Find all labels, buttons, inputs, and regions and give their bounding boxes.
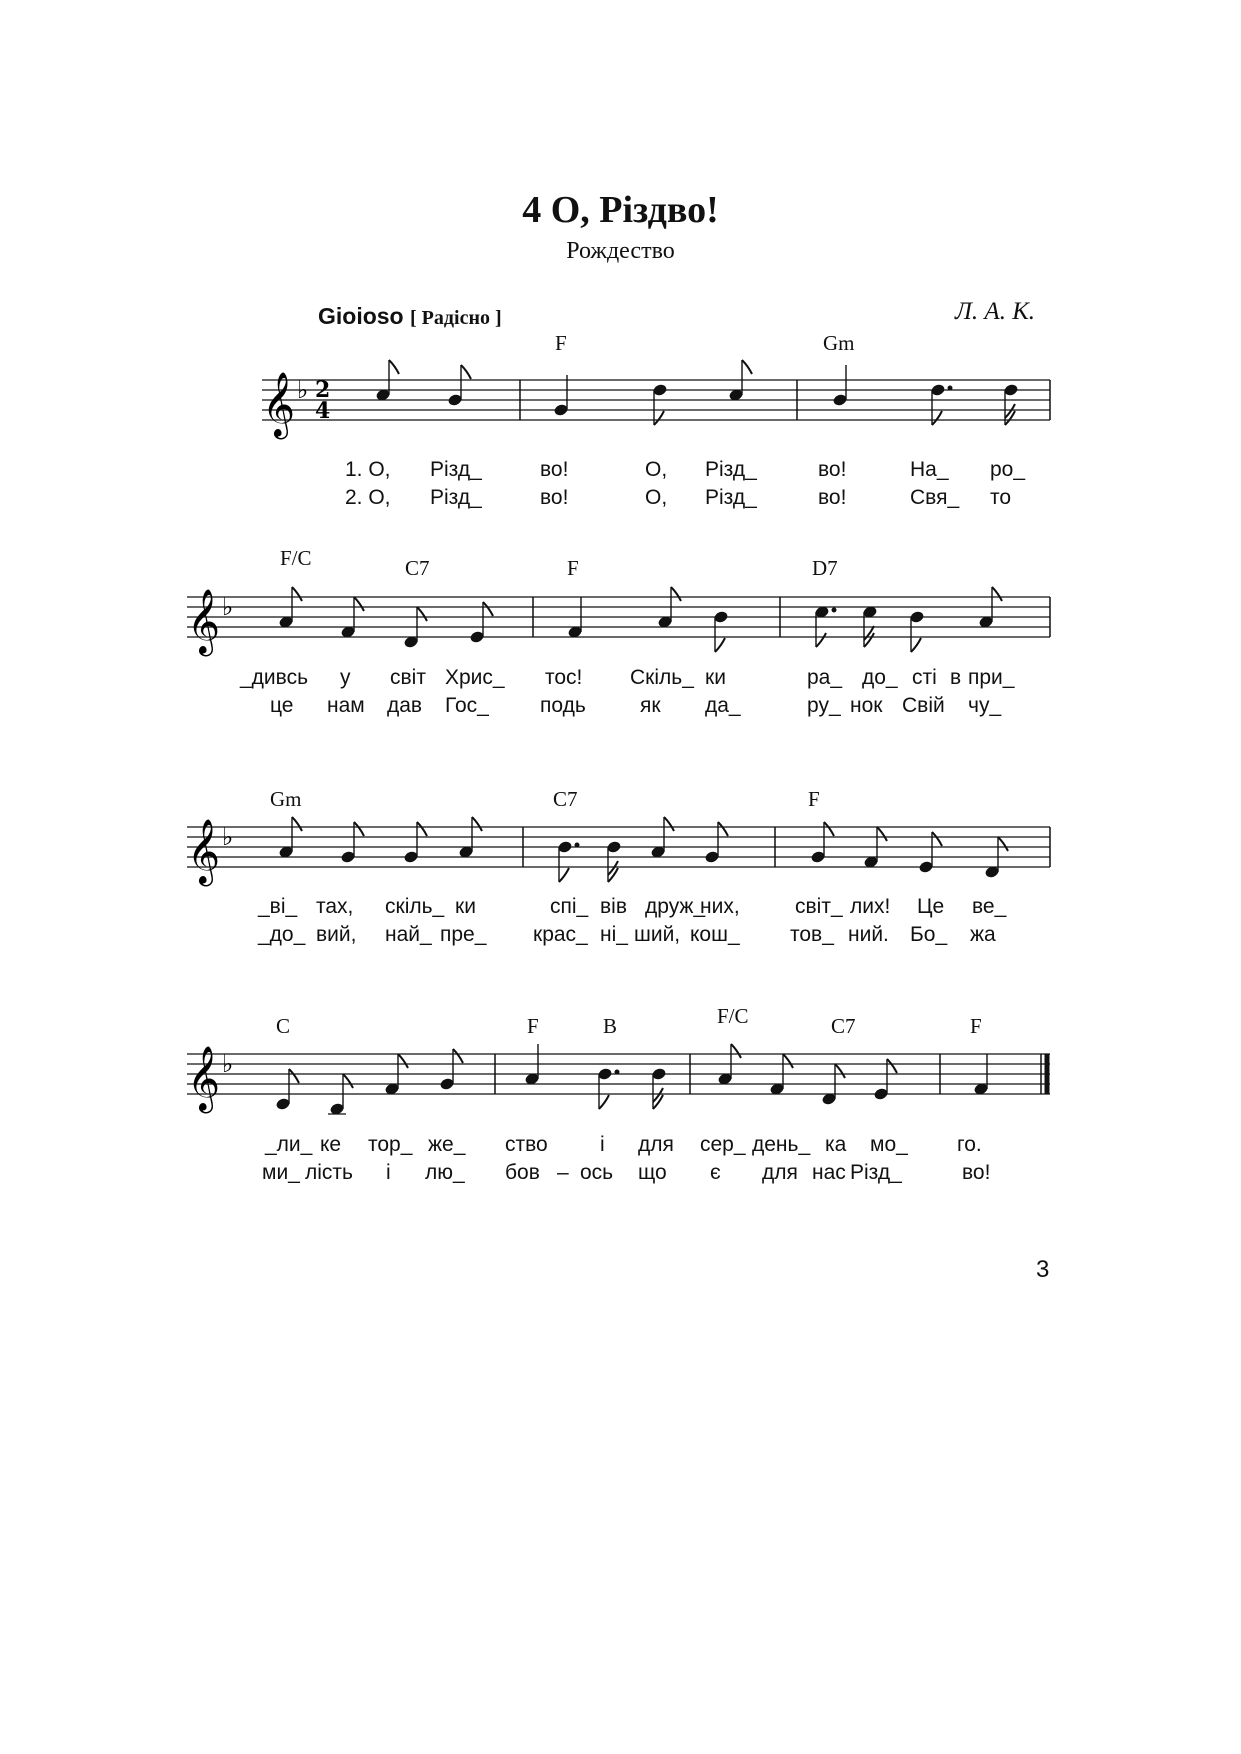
lyrics-verse-1 [257, 895, 1007, 918]
flat-icon: ♭ [297, 376, 309, 404]
song-subtitle: Рождество [566, 238, 675, 264]
chord-symbol: F [567, 556, 579, 580]
lyric: то [990, 486, 1012, 509]
lyric: Скіль_ [630, 666, 694, 689]
lyric: _ві_ [258, 895, 298, 918]
chord-symbol: Gm [823, 331, 855, 355]
lyric: пре_ [440, 923, 487, 946]
lyric: во! [540, 458, 569, 481]
lyric: і [600, 1133, 605, 1156]
lyric: Свій [902, 694, 945, 717]
lyric: тов_ [790, 923, 834, 946]
lyric: є [710, 1161, 721, 1184]
lyric: ні_ [600, 923, 628, 946]
time-sig-bottom: 4 [315, 398, 331, 424]
lyric: Різд_ [705, 458, 757, 481]
lyric: тах, [316, 895, 354, 918]
lyric: нас [812, 1161, 846, 1184]
flat-icon: ♭ [222, 1050, 234, 1078]
chord-symbol: F/C [280, 546, 312, 570]
lyric: вів [600, 895, 627, 918]
lyric: Це [917, 895, 945, 918]
chord-symbol: Gm [270, 787, 302, 811]
lyric: тос! [545, 666, 583, 689]
chord-symbol: B [603, 1014, 618, 1038]
lyric: 2. О, [345, 486, 391, 509]
treble-clef-icon: 𝄞 [187, 819, 221, 884]
lyric: при_ [968, 666, 1015, 689]
chord-symbol: C7 [553, 787, 578, 811]
lyrics-verse-2 [345, 486, 1011, 509]
notes [376, 360, 1018, 425]
lyric: спі_ [550, 895, 589, 918]
lyric: во! [818, 486, 847, 509]
flat-icon: ♭ [222, 823, 234, 851]
system-2 [187, 546, 1050, 717]
lyric: Свя_ [910, 486, 960, 509]
lyric: _дивсь [240, 666, 309, 689]
lyric: ро_ [990, 458, 1026, 481]
system-4 [187, 1004, 1050, 1184]
page-number: 3 [1036, 1256, 1050, 1283]
lyric: ве_ [972, 895, 1007, 918]
lyric: ке [320, 1133, 342, 1156]
lyric: ство [505, 1133, 548, 1156]
lyric: до_ [862, 666, 898, 689]
lyric: що [638, 1161, 667, 1184]
lyric: _до_ [258, 923, 306, 946]
lyrics-verse-2 [257, 923, 996, 946]
note [554, 404, 568, 417]
note [448, 394, 462, 407]
lyric: дав [387, 694, 423, 717]
lyric: для [762, 1161, 798, 1184]
lyric: нок [850, 694, 883, 717]
lyric: і [386, 1161, 391, 1184]
lyric: ось [580, 1161, 614, 1184]
lyric: мо_ [870, 1133, 908, 1156]
lyric: у [340, 666, 351, 689]
lyric: ки [455, 895, 476, 918]
lyric: Хрис_ [445, 666, 505, 689]
lyric: це [270, 694, 294, 717]
lyric: най_ [385, 923, 432, 946]
lyric: сті [912, 666, 937, 689]
system-1 [262, 331, 1050, 509]
lyric: О, [645, 486, 668, 509]
lyric: во! [540, 486, 569, 509]
lyric: для [638, 1133, 674, 1156]
lyric: ру_ [807, 694, 841, 717]
lyric: як [640, 694, 661, 717]
lyric: О, [645, 458, 668, 481]
lyric: во! [962, 1161, 991, 1184]
chord-symbol: F [808, 787, 820, 811]
lyric: них, [700, 895, 740, 918]
lyric: жа [970, 923, 996, 946]
tempo-ukrainian: [ Радісно ] [410, 307, 502, 329]
lyric: світ [390, 666, 426, 689]
lyric: Різд_ [705, 486, 757, 509]
note [653, 384, 667, 397]
lyric: 1. О, [345, 458, 391, 481]
lyric: друж_ [645, 895, 706, 918]
lyric: світ_ [795, 895, 843, 918]
lyric: лість [305, 1161, 353, 1184]
note [833, 394, 847, 407]
system-3 [187, 787, 1050, 946]
lyric: тор_ [368, 1133, 413, 1156]
chord-f-over-c [280, 546, 312, 570]
treble-clef-icon: 𝄞 [187, 1046, 221, 1111]
lyric: ра_ [807, 666, 843, 689]
chord-symbol: F [970, 1014, 982, 1038]
chord-symbol: F [555, 331, 567, 355]
lyric: лих! [850, 895, 891, 918]
lyric: нам [327, 694, 365, 717]
lyric: же_ [428, 1133, 466, 1156]
lyric: кош_ [690, 923, 740, 946]
song-title: 4 О, Різдво! [522, 189, 719, 231]
lyric: крас_ [533, 923, 588, 946]
lyric: _ли_ [265, 1133, 313, 1156]
lyric: Бо_ [910, 923, 948, 946]
lyrics-verse-2 [262, 1161, 990, 1184]
chord-symbol: C [276, 1014, 291, 1038]
lyric: ки [705, 666, 726, 689]
lyrics-verse-1 [264, 1133, 982, 1156]
lyric: На_ [910, 458, 949, 481]
note [376, 389, 390, 402]
note [931, 384, 945, 397]
lyrics-verse-2 [270, 694, 1001, 717]
treble-clef-icon: 𝄞 [262, 372, 296, 437]
lyric: ка [825, 1133, 847, 1156]
lyric: день_ [752, 1133, 811, 1156]
time-sig-top: 2 [315, 377, 331, 403]
lyric: Гос_ [445, 694, 489, 717]
chord-symbol: F [527, 1014, 539, 1038]
chord-symbol: C7 [405, 556, 430, 580]
chord-symbol: D7 [812, 556, 838, 580]
flat-icon: ♭ [222, 593, 234, 621]
lyric: вий, [316, 923, 357, 946]
note [1004, 384, 1018, 397]
chord-symbol: C7 [831, 1014, 856, 1038]
lyric: чу_ [968, 694, 1002, 717]
lyric: Різд_ [850, 1161, 902, 1184]
lyric: да_ [705, 694, 741, 717]
composer: Л. А. К. [955, 298, 1036, 325]
lyric: скіль_ [385, 895, 445, 918]
chord-symbol: F/C [717, 1004, 749, 1028]
lyric: ми_ [262, 1161, 300, 1184]
lyric: го. [957, 1133, 982, 1156]
lyrics-verse-1 [239, 666, 1015, 689]
lyrics-verse-1 [345, 458, 1025, 481]
lyric: – [557, 1161, 569, 1184]
tempo-italian: Gioioso [318, 303, 404, 329]
lyric: во! [818, 458, 847, 481]
notes [276, 1044, 988, 1115]
lyric: лю_ [425, 1161, 465, 1184]
lyric: бов [505, 1161, 540, 1184]
lyric: ний. [848, 923, 889, 946]
lyric: подь [540, 694, 586, 717]
treble-clef-icon: 𝄞 [187, 589, 221, 654]
lyric: сер_ [700, 1133, 746, 1156]
lyric: Різд_ [430, 486, 482, 509]
lyric: в [950, 666, 962, 689]
note [729, 389, 743, 402]
lyric: Різд_ [430, 458, 482, 481]
lyric: ший, [634, 923, 681, 946]
